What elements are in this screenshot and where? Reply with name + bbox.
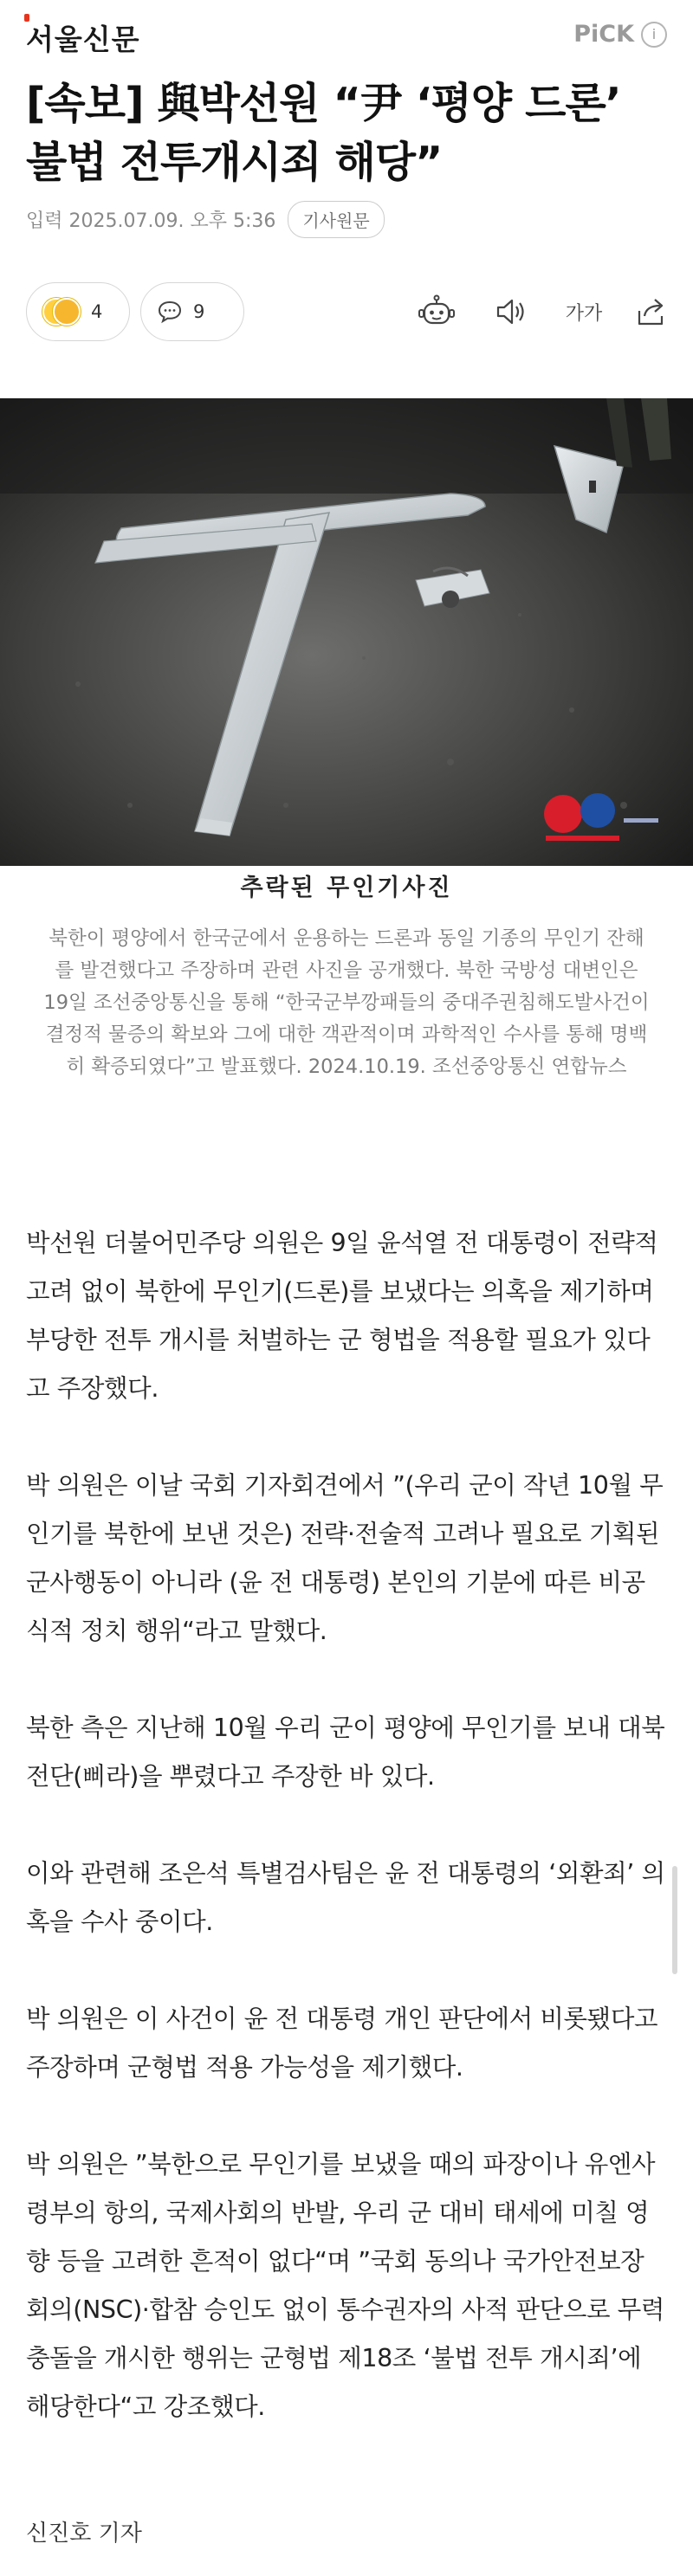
- photo-overlay-title: 추락된 무인기사진: [0, 866, 693, 911]
- article-headline: [속보] 與박선원 “尹 ‘평양 드론’ 불법 전투개시죄 해당”: [26, 79, 621, 187]
- original-article-button[interactable]: 기사원문: [288, 201, 384, 238]
- reporter-byline[interactable]: 신진호 기자: [26, 2521, 142, 2547]
- publish-date: 입력 2025.07.09. 오후 5:36: [26, 210, 276, 232]
- speaker-icon: [494, 296, 528, 327]
- pick-label: PiCK: [573, 21, 634, 48]
- font-size-label: 가가: [565, 302, 603, 325]
- site-logo[interactable]: 서울신문: [26, 23, 140, 56]
- info-icon[interactable]: i: [641, 22, 667, 48]
- reaction-count: 4: [91, 301, 103, 322]
- comment-count: 9: [193, 301, 205, 322]
- reaction-button[interactable]: [26, 282, 130, 341]
- paragraph-4: 이와 관련해 조은석 특별검사팀은 윤 전 대통령의 ‘외환죄’ 의혹을 수사 중이다.: [26, 1859, 665, 1936]
- robot-icon: [418, 294, 456, 329]
- article-photo[interactable]: [0, 398, 693, 866]
- paragraph-3: 북한 측은 지난해 10월 우리 군이 평양에 무인기를 보내 대북전단(삐라)을 뿌렸다고 주장한 바 있다.: [26, 1714, 665, 1791]
- paragraph-5: 박 의원은 이 사건이 윤 전 대통령 개인 판단에서 비롯됐다고 주장하며 군형법 적용 가능성을 제기했다.: [26, 2005, 658, 2082]
- pick-badge[interactable]: [573, 21, 667, 48]
- comment-icon: [157, 300, 183, 324]
- listen-button[interactable]: [492, 293, 530, 331]
- article-meta: [26, 201, 385, 238]
- action-bar: [26, 282, 667, 345]
- comment-button[interactable]: [140, 282, 244, 341]
- photo-caption: 북한이 평양에서 한국군에서 운용하는 드론과 동일 기종의 무인기 잔해를 발견했다고 주장하며 관련 사진을 공개했다. 북한 국방성 대변인은 19일 조선중앙통신을 통해 “한국군부깡패들의 중대주권침해도발사건이 결정적 물증의 확보와 그에 대한 객관적이며 과학적인 수사를 통해 명백히 확증되였다”고 발표했다. 2024.10.19. 조선중앙통신 연합뉴스: [43, 927, 650, 1078]
- paragraph-2: 박 의원은 이날 국회 기자회견에서 ”(우리 군이 작년 10월 무인기를 북한에 보낸 것은) 전략·전술적 고려나 필요로 기획된 군사행동이 아니라 (윤 전 대통령) 본인의 기분에 따른 비공식적 정치 행위“라고 말했다.: [26, 1471, 664, 1645]
- article-body: [26, 1219, 667, 2480]
- summary-bot-button[interactable]: [418, 293, 456, 331]
- scrollbar[interactable]: [672, 1866, 677, 1974]
- paragraph-1: 박선원 더불어민주당 의원은 9일 윤석열 전 대통령이 전략적 고려 없이 북한에 무인기(드론)를 보냈다는 의혹을 제기하며 부당한 전투 개시를 처벌하는 군 형법을 적용할 필요가 있다고 주장했다.: [26, 1229, 658, 1403]
- font-size-button[interactable]: [565, 293, 603, 331]
- paragraph-6: 박 의원은 ”북한으로 무인기를 보냈을 때의 파장이나 유엔사령부의 항의, 국제사회의 반발, 우리 군 대비 태세에 미칠 영향 등을 고려한 흔적이 없다“며 ”국회 동의나 국가안전보장회의(NSC)·합참 승인도 없이 통수권자의 사적 판단으로 무력 충돌을 개시한 행위는 군형법 제18조 ‘불법 전투 개시죄’에 해당한다“고 강조했다.: [26, 2150, 665, 2421]
- top-bar: [0, 0, 693, 73]
- drone-wreck-image: [0, 398, 693, 866]
- reaction-emoji-icon: [42, 298, 81, 326]
- share-button[interactable]: [632, 293, 670, 331]
- share-icon: [634, 295, 669, 328]
